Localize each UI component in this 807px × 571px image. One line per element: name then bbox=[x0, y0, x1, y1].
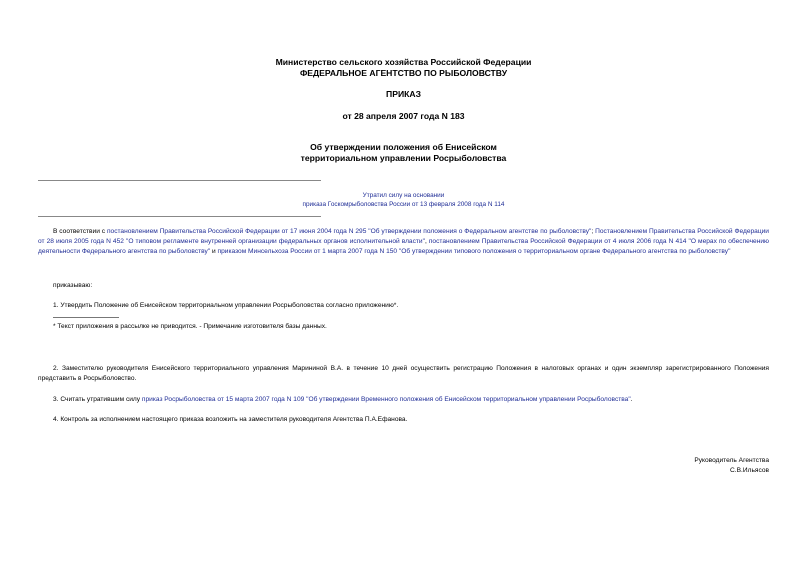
document-page bbox=[38, 0, 769, 571]
link-order-109[interactable]: приказ Росрыболовства от 15 марта 2007 года N 109 "Об утверждении Временного положения об Енисейском территориальном управлении Росрыболовства" bbox=[141, 396, 631, 403]
preamble-text-4: и bbox=[210, 247, 218, 255]
item-4: 4. Контроль за исполнением настоящего приказа возложить на заместителя руководителя Агентства П.А.Ефанова. bbox=[53, 416, 408, 423]
item-3-text: 3. Считать утратившим силу bbox=[53, 396, 142, 403]
link-decree-452[interactable]: Постановлением Правительства Российской Федерации от 28 июля 2005 года N 452 "О типовом регламенте внутренней организации федеральных органов исполнительной власти" bbox=[38, 228, 769, 245]
status-note bbox=[38, 191, 769, 209]
item-3 bbox=[38, 395, 769, 405]
preamble-text-2: ; bbox=[591, 228, 596, 235]
order-word: приказываю: bbox=[53, 282, 93, 289]
preamble-text-1: В соответствии с bbox=[53, 228, 107, 235]
status-note-link[interactable]: приказа Госкомрыболовства России от 13 февраля 2008 года N 114 bbox=[302, 201, 505, 208]
divider-bottom bbox=[38, 216, 321, 217]
signature-position: Руководитель Агентства bbox=[694, 457, 769, 464]
signature-name: С.В.Ильясов bbox=[730, 467, 769, 474]
preamble-text-3: , bbox=[424, 237, 429, 245]
doc-type: ПРИКАЗ bbox=[386, 89, 421, 99]
footnote: * Текст приложения в рассылке не приводится. - Примечание изготовителя базы данных. bbox=[53, 323, 327, 330]
link-order-150[interactable]: приказом Минсельхоза России от 1 марта 2007 года N 150 "Об утверждении типового положения о территориальном органе Федерального агентства по рыболовству" bbox=[217, 247, 731, 255]
item-2: 2. Заместителю руководителя Енисейского территориального управления Марининой В.А. в течение 10 дней осуществить регистрацию Положения в налоговых органах и один экземпляр зарегистрированного Положения представить в Росрыболовство. bbox=[38, 365, 769, 382]
item-1: 1. Утвердить Положение об Енисейском территориальном управлении Росрыболовства согласно приложению*. bbox=[53, 302, 399, 309]
doc-title-line1: Об утверждении положения об Енисейском bbox=[310, 142, 497, 152]
document-header bbox=[38, 57, 769, 79]
doc-title bbox=[38, 142, 769, 164]
preamble-paragraph bbox=[38, 227, 769, 256]
divider-top bbox=[38, 180, 321, 181]
doc-title-line2: территориальном управлении Росрыболовства bbox=[300, 153, 507, 163]
footnote-divider bbox=[53, 317, 119, 318]
agency-name: ФЕДЕРАЛЬНОЕ АГЕНТСТВО ПО РЫБОЛОВСТВУ bbox=[299, 68, 508, 78]
status-note-text: Утратил силу на основании bbox=[362, 192, 445, 199]
item-3-end: . bbox=[630, 396, 633, 403]
link-decree-295[interactable]: постановлением Правительства Российской Федерации от 17 июня 2004 года N 295 "Об утверждении положения о Федеральном агентстве по рыболовству" bbox=[106, 228, 592, 235]
doc-date-number: от 28 апреля 2007 года N 183 bbox=[342, 111, 465, 121]
link-decree-414[interactable]: постановлением Правительства Российской Федерации от 4 июля 2006 года N 414 "О мерах по обеспечению деятельности Федерального агентства по рыболовству" bbox=[38, 237, 769, 255]
signature-block bbox=[38, 456, 769, 476]
ministry-name: Министерство сельского хозяйства Российской Федерации bbox=[275, 57, 532, 67]
preamble bbox=[38, 227, 769, 256]
